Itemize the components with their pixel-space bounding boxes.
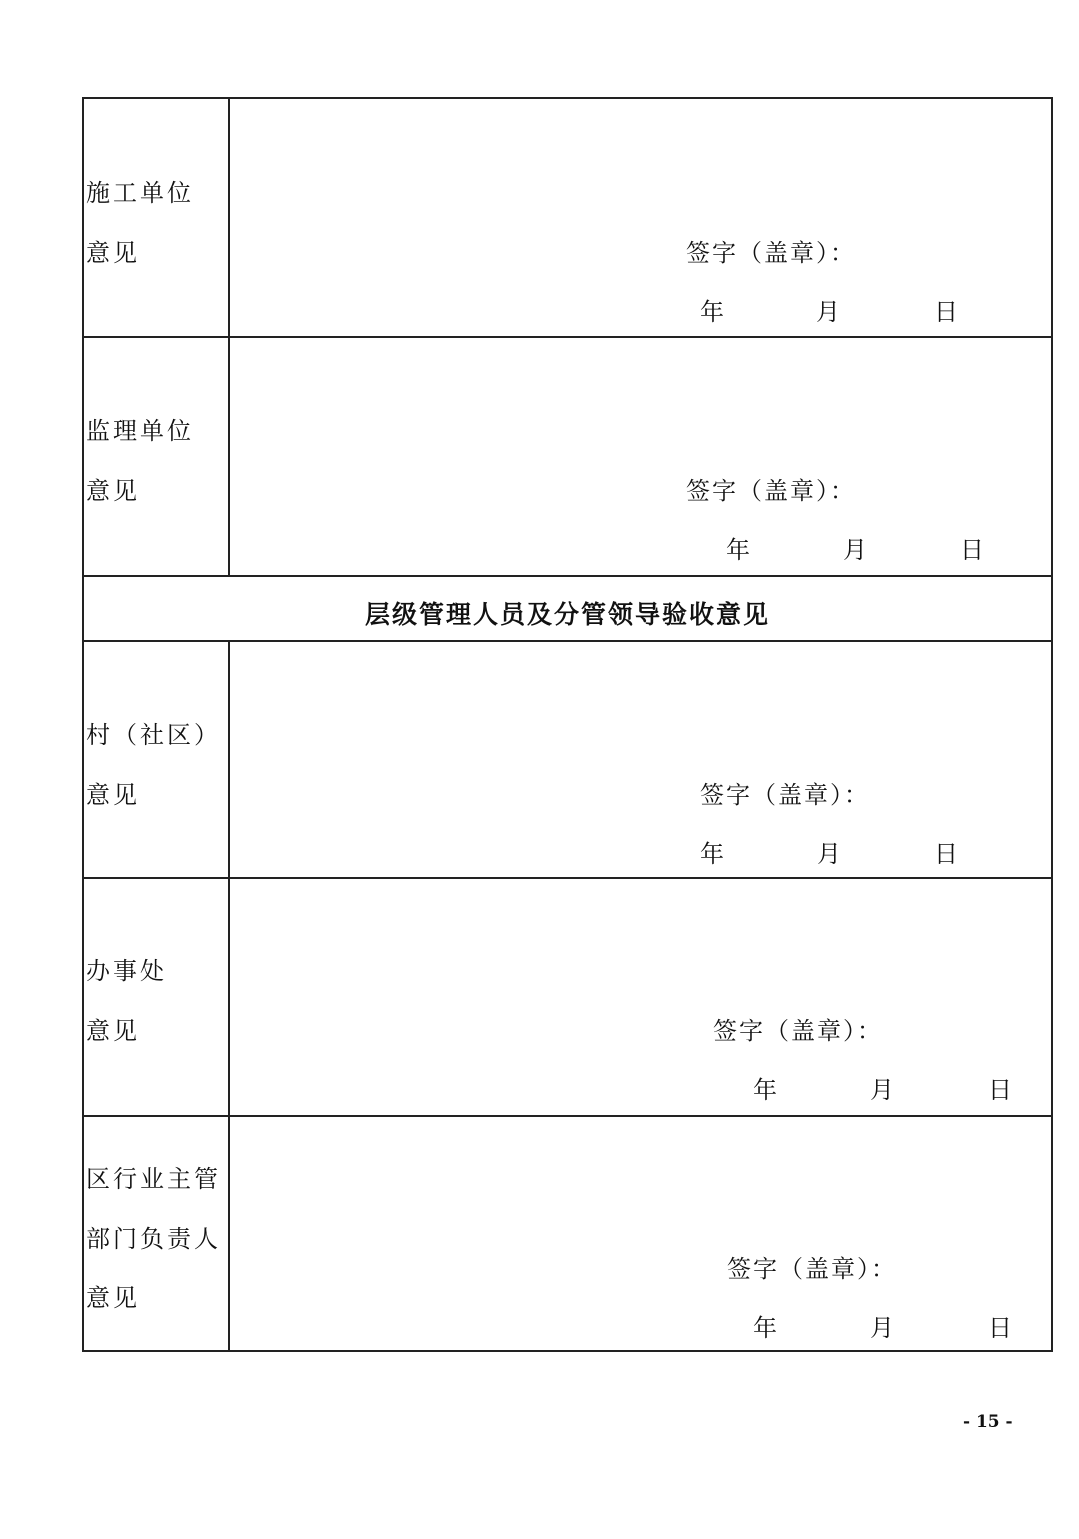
label-cell: [84, 338, 230, 575]
page-number: - 15 -: [963, 1412, 1013, 1432]
row-construction-unit: [84, 99, 1051, 338]
row-district-industry-authority: [84, 1117, 1051, 1350]
section-header-title: 层级管理人员及分管领导验收意见: [364, 600, 770, 629]
date-month: 月: [870, 1076, 894, 1104]
signature-label: 签字（盖章）：: [686, 239, 856, 267]
approval-form-table: [82, 97, 1053, 1352]
label-line: 意见: [86, 477, 140, 505]
date-year: 年: [753, 1314, 777, 1342]
date-year: 年: [726, 536, 750, 564]
date-day: 日: [934, 298, 958, 326]
date-day: 日: [988, 1076, 1012, 1104]
label-line: 意见: [86, 239, 140, 267]
label-cell: [84, 642, 230, 877]
date-day: 日: [988, 1314, 1012, 1342]
label-cell: [84, 99, 230, 336]
label-line: 意见: [86, 1284, 140, 1312]
label-line: 部门负责人: [86, 1225, 221, 1253]
opinion-cell: [230, 642, 1051, 877]
date-month: 月: [816, 298, 840, 326]
signature-label: 签字（盖章）：: [713, 1017, 883, 1045]
label-line: 村（社区）: [86, 721, 221, 749]
date-day: 日: [960, 536, 984, 564]
opinion-cell: [230, 338, 1051, 575]
date-day: 日: [934, 840, 958, 868]
label-line: 施工单位: [86, 179, 194, 207]
row-supervision-unit: [84, 338, 1051, 577]
label-line: 办事处: [86, 957, 167, 985]
date-year: 年: [700, 840, 724, 868]
label-line: 监理单位: [86, 417, 194, 445]
opinion-cell: [230, 1117, 1051, 1350]
label-line: 意见: [86, 1017, 140, 1045]
opinion-cell: [230, 99, 1051, 336]
date-month: 月: [870, 1314, 894, 1342]
date-month: 月: [817, 840, 841, 868]
signature-label: 签字（盖章）：: [686, 477, 856, 505]
label-line: 区行业主管: [86, 1165, 221, 1193]
label-cell: [84, 1117, 230, 1350]
date-year: 年: [753, 1076, 777, 1104]
label-line: 意见: [86, 781, 140, 809]
row-village-community: [84, 642, 1051, 879]
date-month: 月: [843, 536, 867, 564]
label-cell: [84, 879, 230, 1115]
signature-label: 签字（盖章）：: [727, 1255, 897, 1283]
opinion-cell: [230, 879, 1051, 1115]
signature-label: 签字（盖章）：: [700, 781, 870, 809]
row-sub-district-office: [84, 879, 1051, 1117]
row-section-header: [84, 577, 1051, 642]
date-year: 年: [700, 298, 724, 326]
